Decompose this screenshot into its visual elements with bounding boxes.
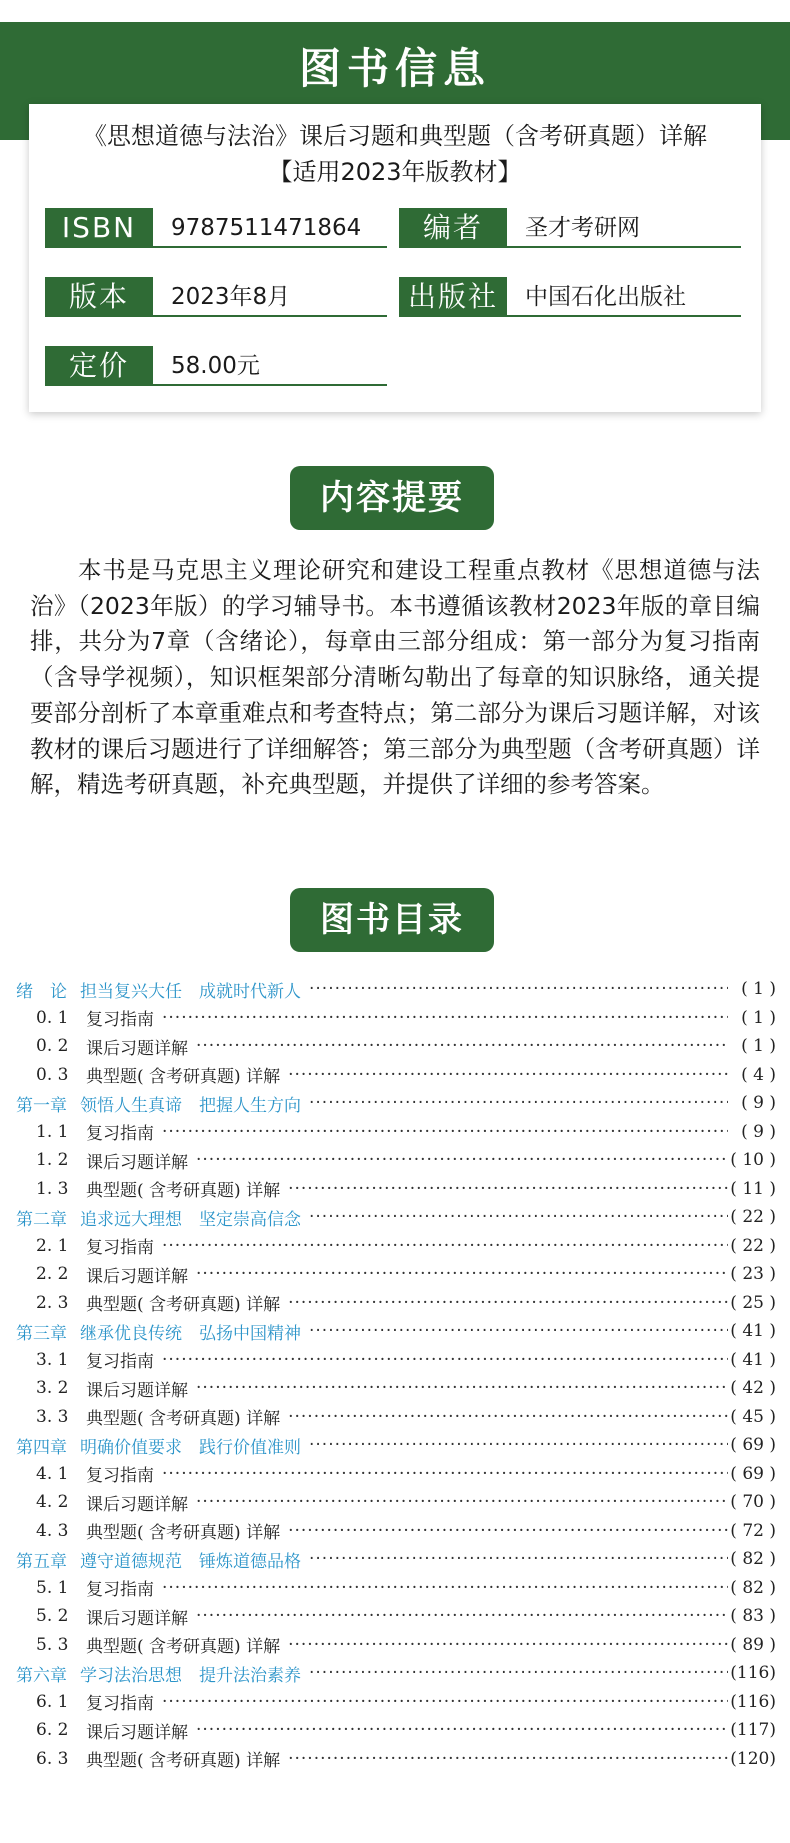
toc-entry-page: ( 1 ) xyxy=(741,979,776,1000)
book-title-line2: 【适用2023年版教材】 xyxy=(268,158,522,186)
toc-chapter-row xyxy=(16,975,776,1004)
toc-entry-title: 遵守道德规范 锤炼道德品格 xyxy=(80,1551,301,1572)
toc-entry-title: 典型题( 含考研真题) 详解 xyxy=(86,1523,281,1544)
toc-entry-page: ( 82 ) xyxy=(730,1577,776,1598)
toc-entry-number: 第二章 xyxy=(16,1209,67,1230)
toc-entry-page: (117) xyxy=(730,1720,776,1741)
toc-entry-number: 4. 3 xyxy=(36,1520,69,1541)
toc-entry-title: 课后习题详解 xyxy=(86,1608,188,1629)
toc-entry-number: 2. 3 xyxy=(36,1292,69,1313)
toc-entry-page: ( 70 ) xyxy=(730,1492,776,1513)
toc-entry-page: ( 9 ) xyxy=(741,1121,776,1142)
toc-chapter-row xyxy=(16,1089,776,1118)
toc-entry-number: 0. 3 xyxy=(36,1064,69,1085)
toc-entry-number: 0. 2 xyxy=(36,1036,69,1057)
field-divider xyxy=(153,384,387,386)
toc-leader-dots xyxy=(196,1036,728,1056)
toc-leader-dots xyxy=(309,1321,728,1341)
toc-entry-number: 5. 1 xyxy=(36,1577,69,1598)
toc-leader-dots xyxy=(288,1635,728,1655)
toc-entry-page: ( 72 ) xyxy=(730,1520,776,1541)
toc-leader-dots xyxy=(309,1093,728,1113)
toc-leader-dots xyxy=(162,1122,728,1142)
toc-section-row xyxy=(16,1374,776,1403)
toc-entry-title: 继承优良传统 弘扬中国精神 xyxy=(80,1323,301,1344)
toc-entry-title: 课后习题详解 xyxy=(86,1038,188,1059)
toc-section-row xyxy=(16,1346,776,1375)
book-title xyxy=(29,118,761,190)
summary-text: 本书是马克思主义理论研究和建设工程重点教材《思想道德与法治》（2023年版）的学习辅导书。本书遵循该教材2023年版的章目编排，共分为7章（含绪论），每章由三部分组成：第一部分为复习指南（含导学视频），知识框架部分清晰勾勒出了每章的知识脉络，通关提要部分剖析了本章重难点和考查特点；第二部分为课后习题详解，对该教材的课后习题进行了详细解答；第三部分为典型题（含考研真题）详解，精选考研真题，补充典型题，并提供了详细的参考答案。 xyxy=(30,556,760,799)
toc-leader-dots xyxy=(288,1065,728,1085)
toc-entry-number: 第六章 xyxy=(16,1665,67,1686)
toc-entry-title: 典型题( 含考研真题) 详解 xyxy=(86,1751,281,1772)
toc-section-row xyxy=(16,1146,776,1175)
toc-entry-number: 4. 1 xyxy=(36,1463,69,1484)
toc-entry-page: ( 89 ) xyxy=(730,1634,776,1655)
toc-entry-page: ( 82 ) xyxy=(730,1549,776,1570)
toc-chapter-row xyxy=(16,1659,776,1688)
table-of-contents xyxy=(16,975,776,1773)
toc-entry-title: 典型题( 含考研真题) 详解 xyxy=(86,1637,281,1658)
toc-entry-page: ( 25 ) xyxy=(730,1292,776,1313)
toc-leader-dots xyxy=(162,1692,728,1712)
toc-leader-dots xyxy=(288,1293,728,1313)
toc-entry-page: ( 22 ) xyxy=(730,1235,776,1256)
toc-entry-title: 典型题( 含考研真题) 详解 xyxy=(86,1409,281,1430)
toc-entry-number: 第五章 xyxy=(16,1551,67,1572)
toc-section-row xyxy=(16,1574,776,1603)
toc-entry-page: (116) xyxy=(730,1691,776,1712)
toc-entry-number: 第一章 xyxy=(16,1095,67,1116)
summary-heading: 内容提要 xyxy=(290,466,494,530)
toc-entry-title: 学习法治思想 提升法治素养 xyxy=(80,1665,301,1686)
toc-section-row xyxy=(16,1460,776,1489)
field-divider xyxy=(153,315,387,317)
toc-entry-title: 课后习题详解 xyxy=(86,1152,188,1173)
toc-entry-number: 1. 2 xyxy=(36,1150,69,1171)
book-info-card xyxy=(29,104,761,412)
field-isbn-value: 9787511471864 xyxy=(171,215,362,241)
toc-leader-dots xyxy=(288,1179,728,1199)
book-title-line1: 《思想道德与法治》课后习题和典型题（含考研真题）详解 xyxy=(83,122,707,150)
toc-section-row xyxy=(16,1032,776,1061)
toc-entry-title: 典型题( 含考研真题) 详解 xyxy=(86,1067,281,1088)
toc-leader-dots xyxy=(309,1549,728,1569)
toc-section-row xyxy=(16,1488,776,1517)
toc-leader-dots xyxy=(288,1749,728,1769)
toc-entry-page: ( 45 ) xyxy=(730,1406,776,1427)
field-divider xyxy=(153,246,387,248)
toc-entry-number: 3. 1 xyxy=(36,1349,69,1370)
field-price-value: 58.00元 xyxy=(171,353,260,379)
toc-entry-number: 4. 2 xyxy=(36,1492,69,1513)
toc-entry-page: ( 1 ) xyxy=(741,1007,776,1028)
field-divider xyxy=(507,246,741,248)
toc-section-row xyxy=(16,1061,776,1090)
toc-leader-dots xyxy=(196,1606,728,1626)
toc-leader-dots xyxy=(309,1207,728,1227)
field-price xyxy=(45,346,387,386)
toc-section-row xyxy=(16,1688,776,1717)
toc-section-row xyxy=(16,1232,776,1261)
toc-leader-dots xyxy=(162,1464,728,1484)
toc-heading: 图书目录 xyxy=(290,888,494,952)
toc-entry-number: 3. 3 xyxy=(36,1406,69,1427)
toc-leader-dots xyxy=(196,1378,728,1398)
toc-entry-title: 课后习题详解 xyxy=(86,1722,188,1743)
toc-leader-dots xyxy=(196,1150,728,1170)
field-edition xyxy=(45,277,387,317)
toc-entry-number: 2. 2 xyxy=(36,1264,69,1285)
toc-entry-title: 复习指南 xyxy=(86,1010,154,1031)
toc-entry-page: ( 4 ) xyxy=(741,1064,776,1085)
toc-entry-title: 课后习题详解 xyxy=(86,1380,188,1401)
field-isbn-label: ISBN xyxy=(45,208,153,248)
toc-section-row xyxy=(16,1517,776,1546)
toc-entry-number: 5. 3 xyxy=(36,1634,69,1655)
toc-entry-page: ( 83 ) xyxy=(730,1606,776,1627)
toc-entry-page: ( 23 ) xyxy=(730,1264,776,1285)
toc-section-row xyxy=(16,1631,776,1660)
toc-entry-page: ( 69 ) xyxy=(730,1463,776,1484)
field-isbn xyxy=(45,208,387,248)
toc-entry-title: 课后习题详解 xyxy=(86,1494,188,1515)
field-price-label: 定价 xyxy=(45,346,153,386)
toc-entry-title: 复习指南 xyxy=(86,1466,154,1487)
toc-entry-title: 复习指南 xyxy=(86,1352,154,1373)
toc-section-row xyxy=(16,1602,776,1631)
toc-entry-title: 典型题( 含考研真题) 详解 xyxy=(86,1295,281,1316)
toc-leader-dots xyxy=(196,1720,728,1740)
toc-section-row xyxy=(16,1716,776,1745)
toc-entry-title: 领悟人生真谛 把握人生方向 xyxy=(80,1095,301,1116)
toc-leader-dots xyxy=(162,1008,728,1028)
toc-entry-page: ( 41 ) xyxy=(730,1321,776,1342)
toc-entry-number: 5. 2 xyxy=(36,1606,69,1627)
toc-leader-dots xyxy=(162,1236,728,1256)
toc-entry-number: 第四章 xyxy=(16,1437,67,1458)
toc-entry-number: 1. 1 xyxy=(36,1121,69,1142)
toc-entry-page: ( 69 ) xyxy=(730,1435,776,1456)
toc-entry-page: ( 1 ) xyxy=(741,1036,776,1057)
toc-entry-number: 0. 1 xyxy=(36,1007,69,1028)
field-edition-label: 版本 xyxy=(45,277,153,317)
toc-section-row xyxy=(16,1004,776,1033)
toc-entry-title: 课后习题详解 xyxy=(86,1266,188,1287)
toc-entry-number: 绪 论 xyxy=(16,981,67,1002)
toc-chapter-row xyxy=(16,1431,776,1460)
field-editor-label: 编者 xyxy=(399,208,507,248)
toc-entry-page: ( 41 ) xyxy=(730,1349,776,1370)
toc-leader-dots xyxy=(309,979,728,999)
toc-entry-number: 6. 1 xyxy=(36,1691,69,1712)
toc-entry-title: 复习指南 xyxy=(86,1124,154,1145)
toc-entry-title: 典型题( 含考研真题) 详解 xyxy=(86,1181,281,1202)
toc-section-row xyxy=(16,1289,776,1318)
toc-entry-number: 1. 3 xyxy=(36,1178,69,1199)
toc-entry-number: 6. 3 xyxy=(36,1748,69,1769)
field-divider xyxy=(507,315,741,317)
toc-leader-dots xyxy=(288,1521,728,1541)
toc-entry-number: 第三章 xyxy=(16,1323,67,1344)
toc-chapter-row xyxy=(16,1317,776,1346)
toc-entry-page: ( 22 ) xyxy=(730,1207,776,1228)
toc-section-row xyxy=(16,1403,776,1432)
toc-entry-title: 复习指南 xyxy=(86,1694,154,1715)
toc-entry-page: (116) xyxy=(730,1663,776,1684)
toc-entry-page: ( 9 ) xyxy=(741,1093,776,1114)
toc-leader-dots xyxy=(309,1663,728,1683)
toc-leader-dots xyxy=(196,1264,728,1284)
toc-entry-title: 明确价值要求 践行价值准则 xyxy=(80,1437,301,1458)
field-publisher xyxy=(399,277,741,317)
toc-entry-number: 2. 1 xyxy=(36,1235,69,1256)
toc-entry-number: 6. 2 xyxy=(36,1720,69,1741)
toc-leader-dots xyxy=(162,1350,728,1370)
summary-text-block xyxy=(30,553,760,803)
toc-section-row xyxy=(16,1745,776,1774)
toc-leader-dots xyxy=(196,1492,728,1512)
toc-entry-page: ( 11 ) xyxy=(730,1178,776,1199)
toc-entry-title: 复习指南 xyxy=(86,1238,154,1259)
toc-entry-title: 追求远大理想 坚定崇高信念 xyxy=(80,1209,301,1230)
field-editor xyxy=(399,208,741,248)
toc-leader-dots xyxy=(162,1578,728,1598)
toc-section-row xyxy=(16,1260,776,1289)
page-title: 图书信息 xyxy=(298,44,491,93)
toc-entry-page: (120) xyxy=(730,1748,776,1769)
toc-entry-title: 担当复兴大任 成就时代新人 xyxy=(80,981,301,1002)
toc-leader-dots xyxy=(309,1435,728,1455)
field-publisher-label: 出版社 xyxy=(399,277,507,317)
toc-chapter-row xyxy=(16,1545,776,1574)
toc-entry-number: 3. 2 xyxy=(36,1378,69,1399)
toc-section-row xyxy=(16,1175,776,1204)
toc-entry-page: ( 42 ) xyxy=(730,1378,776,1399)
toc-section-row xyxy=(16,1118,776,1147)
toc-entry-page: ( 10 ) xyxy=(730,1150,776,1171)
toc-chapter-row xyxy=(16,1203,776,1232)
field-editor-value: 圣才考研网 xyxy=(525,215,640,241)
toc-entry-title: 复习指南 xyxy=(86,1580,154,1601)
field-publisher-value: 中国石化出版社 xyxy=(525,284,686,310)
toc-leader-dots xyxy=(288,1407,728,1427)
field-edition-value: 2023年8月 xyxy=(171,284,291,310)
